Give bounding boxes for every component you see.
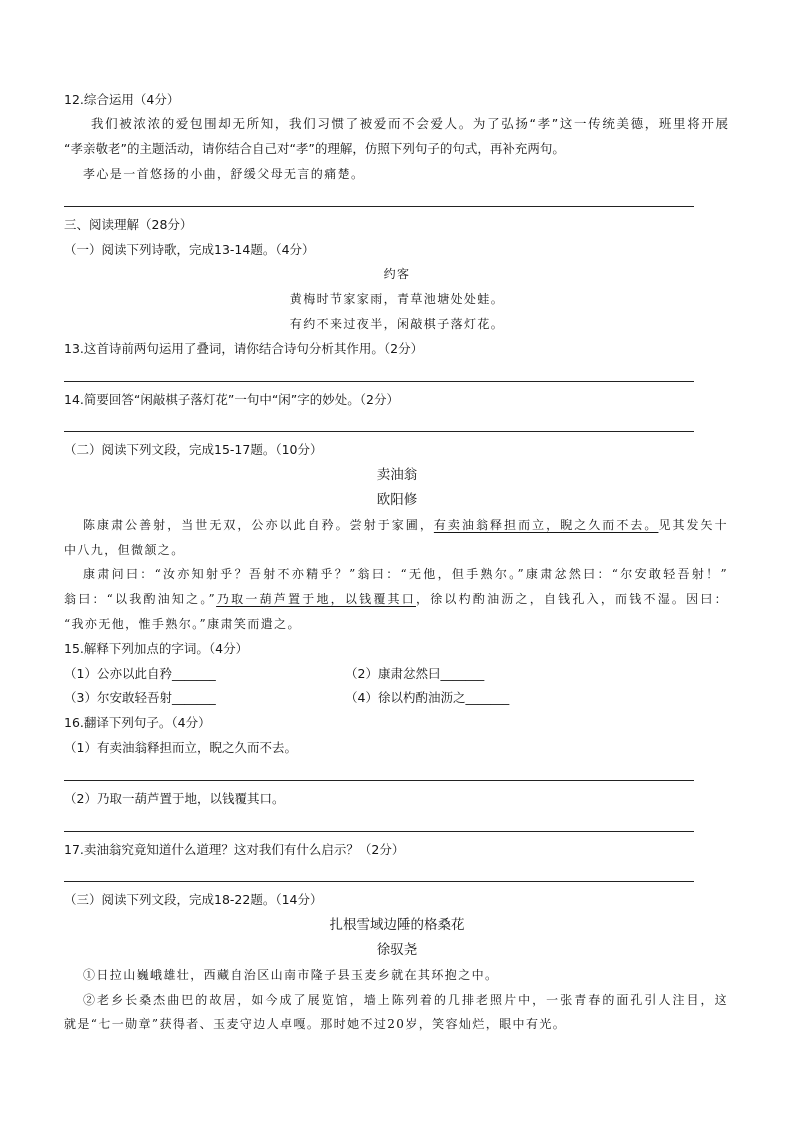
- answer-line: [64, 761, 694, 781]
- passage-line: [64, 513, 728, 538]
- q17-prompt: 17.卖油翁究竟知道什么道理？这对我们有什么启示？（2分）: [64, 841, 405, 857]
- passage-line: “我亦无他，惟手熟尔。”康肃笑而遣之。: [64, 616, 301, 631]
- poem-line: 黄梅时节家家雨，青草池塘处处蛙。: [289, 292, 505, 307]
- passage-text: 陈康肃公善射，当世无双，公亦以此自矜。尝射于家圃，: [83, 517, 434, 532]
- answer-line: [64, 362, 694, 382]
- underlined-sentence: 有卖油翁释担而立，睨之久而不去。: [433, 517, 659, 532]
- passage-title: 卖油翁: [376, 467, 418, 484]
- answer-line: [64, 812, 694, 832]
- part2-heading: （二）阅读下列文段，完成15-17题。（10分）: [64, 442, 323, 458]
- q16-sentence: （1）有卖油翁释担而立，睨之久而不去。: [64, 739, 297, 755]
- answer-line: [64, 412, 694, 432]
- passage-line: 康肃问曰：“汝亦知射乎？吾射不亦精乎？”翁曰：“无他，但手熟尔。”康肃忿然曰：“尔安敢轻吾射！”: [83, 567, 728, 582]
- q15-row: [64, 686, 728, 711]
- q16-heading: 16.翻译下列句子。（4分）: [64, 715, 211, 731]
- article-line: 就是“七一勋章”获得者、玉麦守边人卓嘎。那时她不过20岁，笑容灿烂，眼中有光。: [64, 1017, 567, 1032]
- passage-line: 中八九，但微颔之。: [64, 542, 185, 557]
- q14-prompt: 14.简要回答“闲敲棋子落灯花”一句中“闲”字的妙处。（2分）: [64, 391, 399, 407]
- article-line: ①日拉山巍峨雄壮，西藏自治区山南市隆子县玉麦乡就在其环抱之中。: [83, 967, 499, 982]
- passage-text: ，徐以杓酌油沥之，自钱孔入，而钱不湿。因曰：: [415, 592, 728, 607]
- section-heading: 三、阅读理解（28分）: [64, 216, 193, 232]
- passage-text: 见其发矢十: [658, 517, 728, 532]
- q12-heading: 12.综合运用（4分）: [64, 91, 180, 107]
- q15-row: [64, 662, 728, 687]
- q15-item: （4）徐以杓酌油沥之_______: [345, 690, 510, 706]
- q13-prompt: 13.这首诗前两句运用了叠词，请你结合诗句分析其作用。（2分）: [64, 340, 424, 356]
- article-line: ②老乡长桑杰曲巴的故居，如今成了展览馆，墙上陈列着的几排老照片中，一张青春的面孔引人注目，这: [83, 992, 728, 1007]
- q12-prompt-line: “孝亲敬老”的主题活动，请你结合自己对“孝”的理解，仿照下列句子的句式，再补充两句。: [64, 141, 565, 157]
- q12-prompt-line: 我们被浓浓的爱包围却无所知，我们习惯了被爱而不会爱人。为了弘扬“孝”这一传统美德，班里将开展: [91, 116, 728, 132]
- part1-heading: （一）阅读下列诗歌，完成13-14题。（4分）: [64, 241, 315, 257]
- article-author: 徐驭尧: [376, 941, 418, 958]
- answer-line: [64, 862, 694, 882]
- answer-line: [64, 187, 694, 207]
- q12-example-sentence: 孝心是一首悠扬的小曲，舒缓父母无言的痛楚。: [83, 166, 365, 181]
- passage-line: [64, 587, 728, 612]
- q15-item: （2）康肃忿然曰_______: [345, 665, 485, 681]
- q16-sentence: （2）乃取一葫芦置于地，以钱覆其口。: [64, 790, 285, 806]
- part3-heading: （三）阅读下列文段，完成18-22题。（14分）: [64, 892, 323, 908]
- q15-heading: 15.解释下列加点的字词。（4分）: [64, 640, 249, 656]
- underlined-sentence: 乃取一葫芦置于地，以钱覆其口: [216, 592, 416, 607]
- article-title: 扎根雪域边陲的格桑花: [329, 917, 465, 934]
- q15-item: （1）公亦以此自矜_______: [64, 665, 216, 681]
- passage-text: 翁曰：“以我酌油知之。”: [64, 592, 217, 607]
- q15-item: （3）尔安敢轻吾射_______: [64, 690, 216, 706]
- passage-author: 欧阳修: [376, 491, 418, 508]
- poem-title: 约客: [383, 267, 411, 282]
- poem-line: 有约不来过夜半，闲敲棋子落灯花。: [289, 316, 505, 331]
